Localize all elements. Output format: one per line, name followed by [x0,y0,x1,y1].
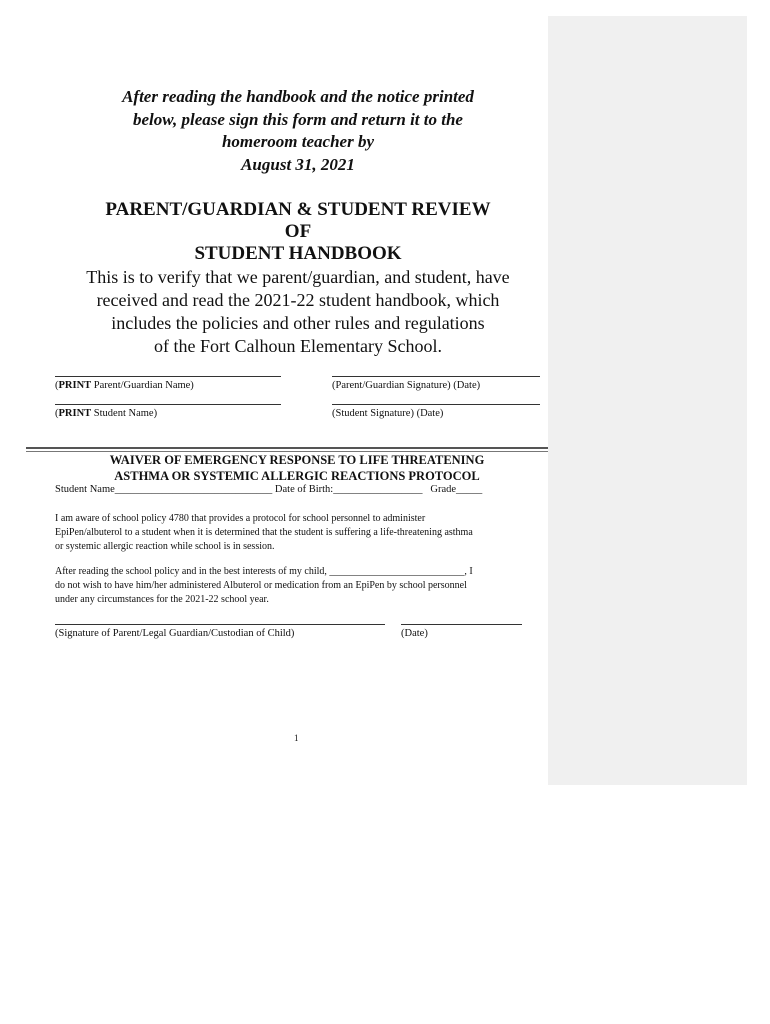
guardian-signature-line[interactable] [55,624,385,625]
waiver-student-name-blank[interactable]: ______________________________ [114,484,273,495]
parent-name-line[interactable] [55,376,281,377]
grade-label: Grade [430,484,457,495]
notice-line-4: August 31, 2021 [241,154,355,174]
student-name-label: (PRINT Student Name) [55,408,158,419]
student-name-line[interactable] [55,404,281,405]
parent-name-label: (PRINT Parent/Guardian Name) [55,380,194,391]
grade-blank[interactable]: _____ [456,484,483,495]
waiver-paragraph-1 [55,512,541,554]
student-info-row [55,484,539,495]
para1-line-3: or systemic allergic reaction while school is in session. [55,541,275,552]
child-name-blank[interactable]: ___________________________ [329,566,465,577]
form-title [60,199,536,265]
para1-line-1: I am aware of school policy 4780 that provides a protocol for school personnel to administer [55,513,426,524]
waiver-date-field[interactable] [401,624,522,639]
student-signature-line[interactable] [332,404,540,405]
waiver-student-name-label: Student Name [55,484,115,495]
waiver-title [55,452,539,484]
student-signature-label: (Student Signature) (Date) [332,408,444,419]
parent-name-field[interactable] [55,376,281,391]
section-divider [26,447,604,449]
notice-line-2: below, please sign this form and return it to the [133,109,463,129]
verify-line-3: includes the policies and other rules and regulations [111,313,485,333]
dob-blank[interactable]: _________________ [333,484,423,495]
verify-line-1: This is to verify that we parent/guardian, and student, have [86,267,510,287]
title-line-2: OF [284,221,312,242]
para2-line-1: After reading the school policy and in the best interests of my child, ___________________________, I [55,566,473,577]
verify-line-2: received and read the 2021-22 student handbook, which [96,290,500,310]
waiver-title-line-1: WAIVER OF EMERGENCY RESPONSE TO LIFE THREATENING [109,453,485,467]
para1-line-2: EpiPen/albuterol to a student when it is determined that the student is suffering a life-threatening asthma [55,527,473,538]
guardian-signature-label: (Signature of Parent/Legal Guardian/Custodian of Child) [55,628,295,639]
para2-line-3: under any circumstances for the 2021-22 school year. [55,594,269,605]
parent-signature-field[interactable] [332,376,540,391]
notice-line-1: After reading the handbook and the notice printed [122,87,474,106]
waiver-date-label: (Date) [401,628,428,639]
return-notice [60,86,536,176]
notice-line-3: homeroom teacher by [221,132,375,151]
waiver-date-line[interactable] [401,624,522,625]
para2-line-2: do not wish to have him/her administered Albuterol or medication from an EpiPen by school personnel [55,580,467,591]
parent-signature-label: (Parent/Guardian Signature) (Date) [332,380,481,391]
student-signature-field[interactable] [332,404,540,419]
verify-line-4: of the Fort Calhoun Elementary School. [154,336,442,356]
title-line-3: STUDENT HANDBOOK [194,243,402,264]
page-number: 1 [294,733,299,743]
title-line-1: PARENT/GUARDIAN & STUDENT REVIEW [105,199,491,220]
dob-label: Date of Birth: [274,484,334,495]
parent-signature-line[interactable] [332,376,540,377]
student-name-field[interactable] [55,404,281,419]
verification-statement [56,266,540,358]
waiver-title-line-2: ASTHMA OR SYSTEMIC ALLERGIC REACTIONS PROTOCOL [114,469,480,483]
side-panel [548,16,747,785]
waiver-paragraph-2 [55,565,541,607]
guardian-signature-field[interactable] [55,624,385,639]
